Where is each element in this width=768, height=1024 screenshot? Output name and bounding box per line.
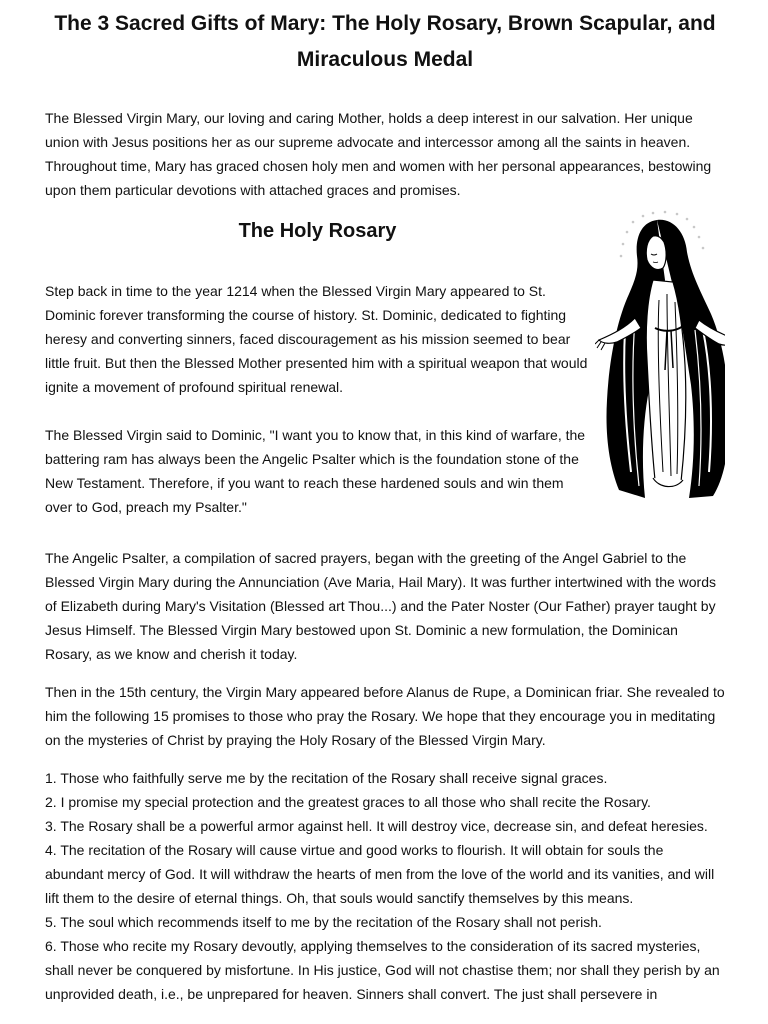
list-item: 4. The recitation of the Rosary will cause virtue and good works to flourish. It will obtain for souls the abundant mercy of God. It will withdraw the hearts of men from the love of the world and its vanities, and will lift them to the desire of eternal things. Oh, that souls would sanctify themselves by this means. [45, 842, 715, 906]
list-item: 2. I promise my special protection and the greatest graces to all those who shall recite the Rosary. [45, 794, 651, 810]
rosary-text-column [45, 202, 590, 519]
intro-paragraph: The Blessed Virgin Mary, our loving and caring Mother, holds a deep interest in our salvation. Her unique union with Jesus positions her as our supreme advocate and intercessor among all the saints in heaven. Throughout time, Mary has graced chosen holy men and women with her personal appearances, bestowing upon them particular devotions with attached graces and promises. [45, 110, 712, 198]
list-item: 3. The Rosary shall be a powerful armor against hell. It will destroy vice, decrease sin, and defeat heresies. [45, 818, 708, 834]
list-item: 1. Those who faithfully serve me by the recitation of the Rosary shall receive signal graces. [45, 770, 608, 786]
paragraph-step-back: Step back in time to the year 1214 when the Blessed Virgin Mary appeared to St. Dominic forever transforming the course of history. St. Dominic, dedicated to fighting heresy and converting sinners, faced discouragement as his mission seemed to bear little fruit. But then the Blessed Mother presented him with a spiritual weapon that would ignite a movement of profound spiritual renewal. [45, 283, 588, 395]
virgin-mary-illustration-icon [595, 210, 725, 500]
page-title: The 3 Sacred Gifts of Mary: The Holy Rosary, Brown Scapular, and Miraculous Medal [54, 12, 716, 71]
paragraph-alanus-de-rupe: Then in the 15th century, the Virgin Mary appeared before Alanus de Rupe, a Dominican friar. She revealed to him the following 15 promises to those who pray the Rosary. We hope that they encourage you in meditating on the mysteries of Christ by praying the Holy Rosary of the Blessed Virgin Mary. [45, 684, 725, 748]
section-heading-holy-rosary: The Holy Rosary [238, 220, 397, 242]
document-page [45, 0, 725, 1024]
rosary-section-top [45, 202, 725, 532]
promises-list [45, 766, 725, 1006]
paragraph-virgin-quote: The Blessed Virgin said to Dominic, "I want you to know that, in this kind of warfare, the battering ram has always been the Angelic Psalter which is the foundation stone of the New Testament. Therefore, if you want to reach these hardened souls and win them over to God, preach my Psalter." [45, 427, 586, 515]
list-item: 6. Those who recite my Rosary devoutly, applying themselves to the consideration of its sacred mysteries, shall never be conquered by misfortune. In His justice, God will not chastise them; nor shall they perish by an unprovided death, i.e., be unprepared for heaven. Sinners shall convert. The just shall persevere in [45, 938, 720, 1002]
paragraph-angelic-psalter: The Angelic Psalter, a compilation of sacred prayers, began with the greeting of the Angel Gabriel to the Blessed Virgin Mary during the Annunciation (Ave Maria, Hail Mary). It was further intertwined with the words of Elizabeth during Mary's Visitation (Blessed art Thou...) and the Pater Noster (Our Father) prayer taught by Jesus Himself. The Blessed Virgin Mary bestowed upon St. Dominic a new formulation, the Dominican Rosary, as we know and cherish it today. [45, 550, 717, 662]
list-item: 5. The soul which recommends itself to me by the recitation of the Rosary shall not perish. [45, 914, 602, 930]
